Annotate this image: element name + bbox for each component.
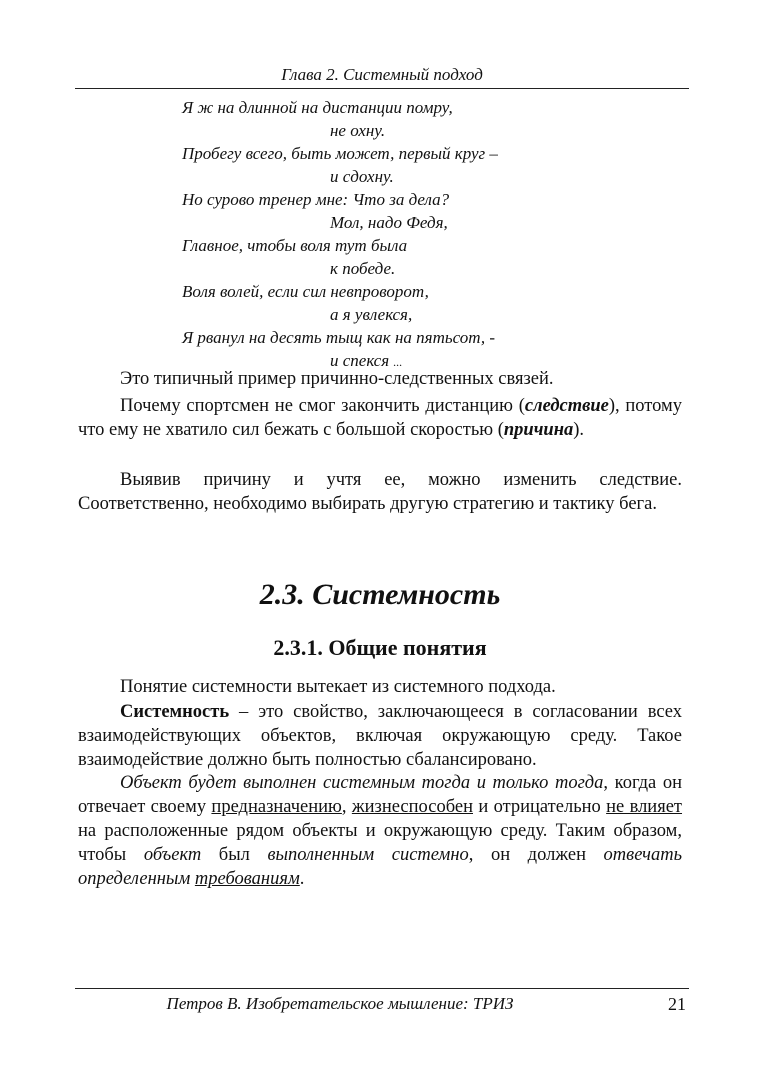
text-run-italic: отвечать определенным bbox=[78, 845, 683, 889]
text-run: , bbox=[341, 797, 352, 817]
text-run: Почему спортсмен не смог закончить дистанцию ( bbox=[120, 396, 525, 416]
subsection-paragraph-2 bbox=[78, 700, 682, 772]
text-run: , он должен bbox=[468, 845, 604, 865]
text-run: и отрицательно bbox=[473, 797, 607, 817]
poem-line: Главное, чтобы воля тут была bbox=[182, 236, 408, 255]
text-run-italic: Объект будет выполнен системным тогда и только тогда bbox=[120, 773, 604, 793]
poem-line: Но сурово тренер мне: Что за дела? bbox=[182, 190, 450, 209]
page-number: 21 bbox=[668, 994, 686, 1014]
poem-line: Воля волей, если сил невпроворот, bbox=[182, 282, 429, 301]
body-paragraph-3: Выявив причину и учтя ее, можно изменить следствие. Соответственно, необходимо выбирать другую стратегию и тактику бега. bbox=[78, 470, 682, 514]
poem-line-text: и спекся bbox=[330, 351, 390, 370]
poem bbox=[182, 96, 602, 372]
text-run-italic: объект bbox=[143, 845, 202, 865]
poem-line: Пробегу всего, быть может, первый круг – bbox=[182, 144, 498, 163]
body-paragraph-1: Это типичный пример причинно-следственных связей. bbox=[120, 369, 554, 389]
term-systemicity: Системность bbox=[120, 702, 230, 722]
underlined-term: требованиям bbox=[194, 869, 300, 889]
text-run: ), потому что ему не хватило сил бежать с большой скоростью ( bbox=[78, 396, 682, 440]
body-paragraph-2 bbox=[78, 394, 682, 442]
poem-line: Мол, надо Федя, bbox=[330, 213, 448, 232]
text-run: был bbox=[201, 845, 268, 865]
poem-line: к победе. bbox=[330, 259, 396, 278]
poem-line: не охну. bbox=[330, 121, 386, 140]
text-run: , когда он отвечает своему bbox=[78, 773, 682, 817]
header-rule bbox=[75, 88, 689, 89]
text-run: на расположенные рядом объекты и окружающую среду. Таким образом, чтобы bbox=[78, 821, 682, 865]
text-run: ). bbox=[573, 420, 585, 440]
poem-ellipsis: ... bbox=[393, 355, 403, 369]
term-cause: причина bbox=[503, 420, 574, 440]
poem-line: и сдохну. bbox=[330, 167, 394, 186]
text-run: – это свойство, заключающееся в согласовании всех взаимодействующих объектов, включая окружающую среду. Такое взаимодействие должно быть полностью сбалансировано. bbox=[78, 702, 682, 770]
subsection-paragraph-3 bbox=[78, 771, 682, 891]
running-header: Глава 2. Системный подход bbox=[281, 65, 483, 84]
poem-line: Я рванул на десять тыщ как на пятьсот, - bbox=[182, 328, 496, 347]
poem-line: Я ж на длинной на дистанции помру, bbox=[182, 98, 453, 117]
underlined-term: жизнеспособен bbox=[351, 797, 473, 817]
subsection-paragraph-1: Понятие системности вытекает из системного подхода. bbox=[120, 677, 556, 697]
poem-line: а я увлекся, bbox=[330, 305, 413, 324]
footer-text: Петров В. Изобретательское мышление: ТРИЗ bbox=[166, 994, 514, 1013]
term-effect: следствие bbox=[524, 396, 609, 416]
underlined-term: предназначению bbox=[211, 797, 342, 817]
text-run: . bbox=[299, 869, 305, 889]
section-title: 2.3. Системность bbox=[259, 578, 501, 611]
subsection-title: 2.3.1. Общие понятия bbox=[273, 635, 487, 660]
footer-rule bbox=[75, 988, 689, 989]
underlined-term: не влияет bbox=[606, 797, 683, 817]
text-run-italic: выполненным системно bbox=[267, 845, 469, 865]
